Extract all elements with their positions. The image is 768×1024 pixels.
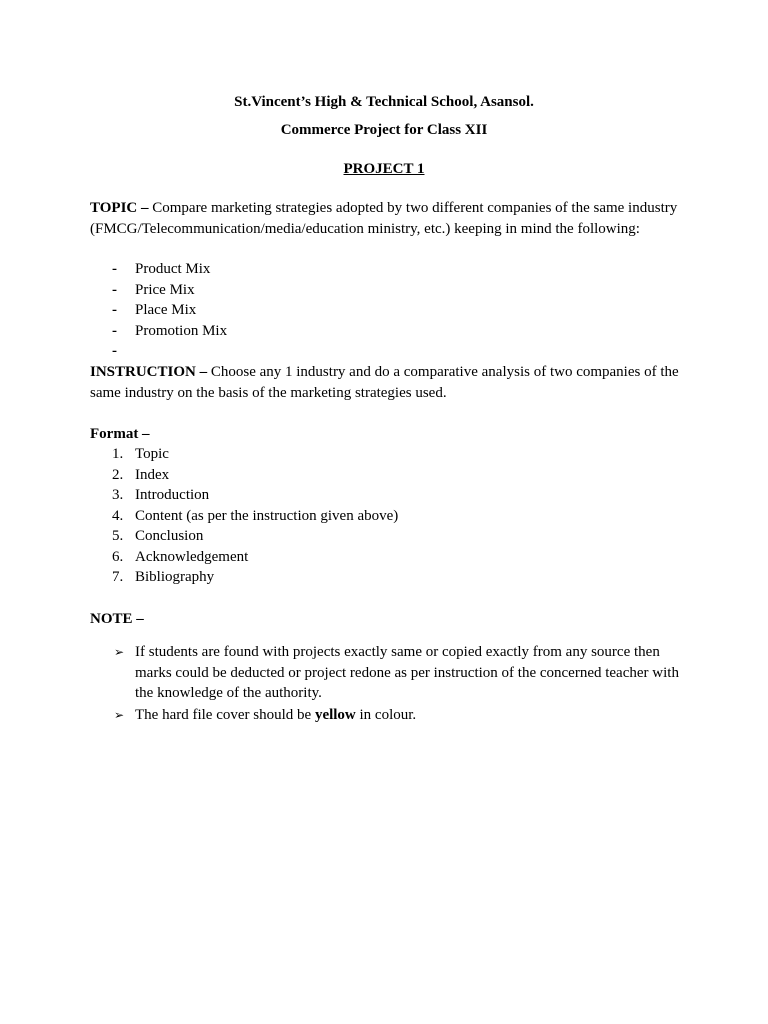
list-item: 3. Introduction	[112, 487, 210, 503]
list-item: 1. Topic	[112, 446, 169, 462]
dash-marker: -	[112, 343, 117, 360]
topic-label: TOPIC –	[90, 200, 149, 216]
list-item: - Place Mix	[90, 300, 650, 321]
list-item: ➢ The hard file cover should be yellow in colour.	[90, 705, 680, 726]
note-item-1: If students are found with projects exactly same or copied exactly from any source then marks could be deducted or project redone as per instruction of the concerned teacher with the knowledge of the authority.	[135, 644, 679, 701]
list-item: 4. Content (as per the instruction given above)	[112, 507, 399, 524]
project-title: PROJECT 1	[343, 161, 425, 177]
list-item: 6. Acknowledgement	[112, 548, 249, 565]
instruction-paragraph	[90, 362, 680, 403]
list-item: - Promotion Mix	[90, 321, 650, 342]
arrow-right-icon: ➢	[114, 645, 125, 659]
list-item	[90, 642, 680, 704]
note-heading: NOTE –	[90, 611, 144, 627]
topic-text: Compare marketing strategies adopted by two different companies of the same industry (FMCG/Telecommunication/media/education ministry, etc.) keeping in mind the following:	[90, 200, 678, 237]
arrow-right-icon: ➢	[114, 707, 125, 722]
highlight-yellow: yellow	[314, 706, 356, 723]
dash-marker: -	[112, 302, 117, 319]
note-list	[90, 642, 680, 726]
dash-marker: -	[112, 261, 117, 277]
list-item: - Price Mix	[90, 280, 650, 301]
instruction-text: Choose any 1 industry and do a comparative analysis of two companies of the same industry on the basis of the marketing strategies used.	[90, 364, 679, 401]
dash-marker: -	[112, 322, 117, 339]
list-item: 7. Bibliography	[112, 569, 215, 585]
project-subtitle: Commerce Project for Class XII	[280, 122, 488, 138]
list-item: 2. Index	[112, 466, 170, 483]
topic-paragraph	[90, 198, 680, 239]
format-heading: Format –	[90, 426, 150, 442]
instruction-label: INSTRUCTION –	[90, 364, 208, 380]
list-item: 5. Conclusion	[112, 528, 204, 544]
format-list	[90, 444, 650, 588]
marketing-mix-list	[90, 259, 650, 362]
list-item: - Product Mix	[90, 259, 650, 280]
list-item	[90, 341, 650, 362]
school-name: St.Vincent’s High & Technical School, Asansol.	[234, 94, 534, 110]
dash-marker: -	[112, 281, 117, 298]
